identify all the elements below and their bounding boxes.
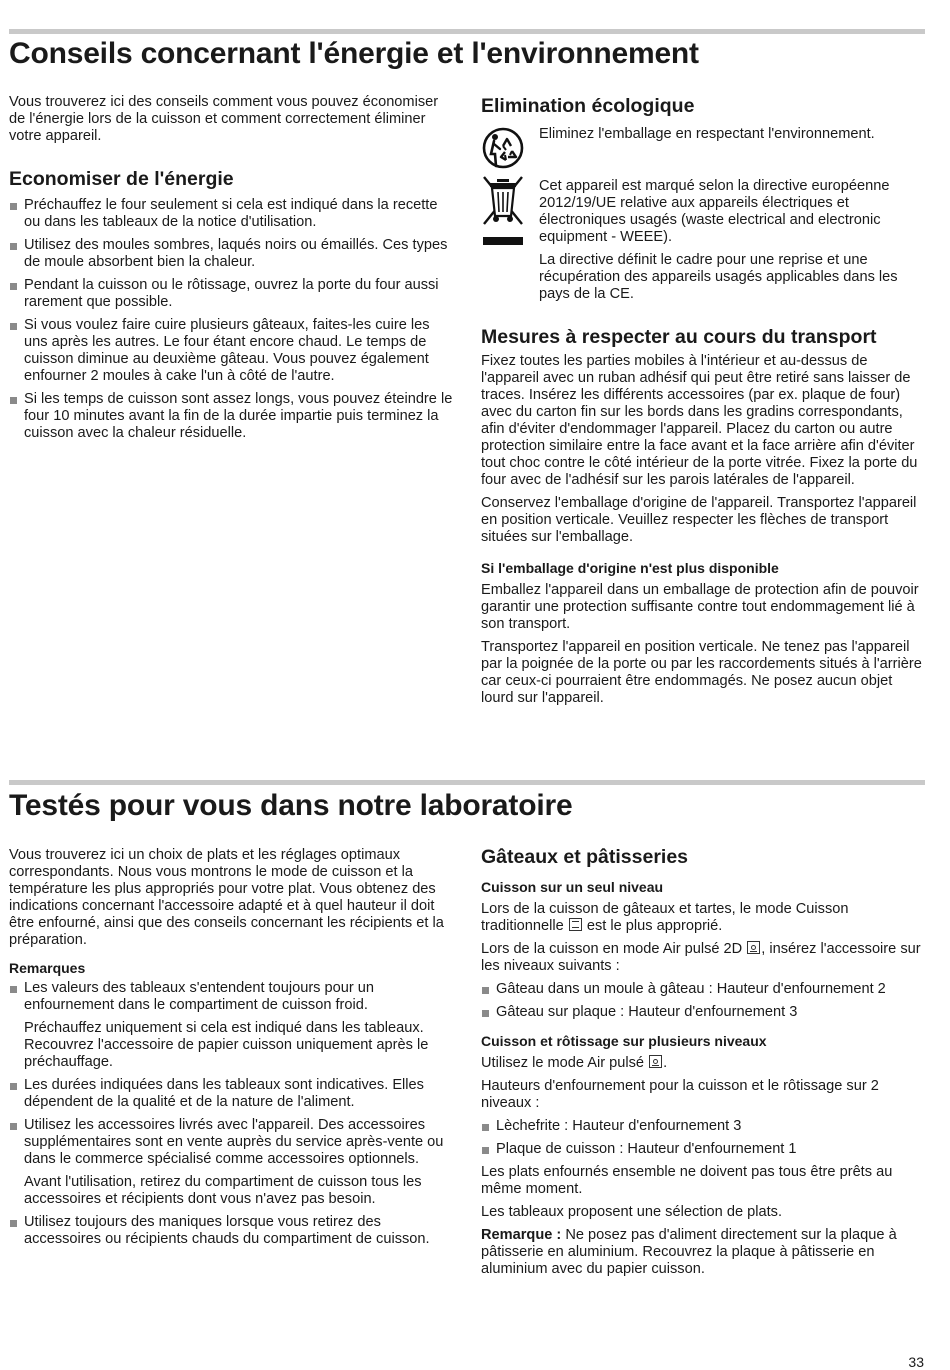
transport-paragraph-4: Transportez l'appareil en position verticale. Ne tenez pas l'appareil par la poignée de la porte ou par les raccordements situés à l'arrière car ceux-ci pourraient être endommagés. Ne posez aucun objet lourd sur l'appareil. bbox=[481, 639, 922, 706]
list-item: Préchauffez le four seulement si cela est indiqué dans la recette ou dans les tableaux de la notice d'utilisation. bbox=[9, 197, 454, 231]
list-item: Lèchefrite : Hauteur d'enfournement 3 bbox=[481, 1118, 923, 1135]
energy-left-column bbox=[9, 94, 454, 448]
note-label: Remarque : bbox=[481, 1227, 562, 1243]
page-number: 33 bbox=[908, 1354, 924, 1370]
multi-level-heading: Cuisson et rôtissage sur plusieurs niveaux bbox=[481, 1033, 767, 1049]
energy-intro: Vous trouverez ici des conseils comment vous pouvez économiser de l'énergie lors de la cuisson et comment correctement éliminer votre appareil. bbox=[9, 94, 439, 144]
cakes-heading: Gâteaux et pâtisseries bbox=[481, 846, 689, 868]
remark-2: Les durées indiquées dans les tableaux sont indicatives. Elles dépendent de la qualité et de la nature de l'aliment. bbox=[24, 1077, 424, 1110]
lab-intro: Vous trouverez ici un choix de plats et les réglages optimaux correspondants. Nous vous montrons le mode de cuisson et la température les plus appropriés pour votre plat. Vous obtenez des indications concernant l'accessoire adapté et à quel hauteur il doit être enfourné, ainsi que des conseils concernant les récipients et la préparation. bbox=[9, 847, 444, 948]
multi-level-paragraph-4: Les tableaux proposent une sélection de plats. bbox=[481, 1204, 783, 1220]
list-item: Si vous voulez faire cuire plusieurs gâteaux, faites-les cuire les uns après les autres. Le four étant encore chaud. Le temps de cuisson diminue au deuxième gâteau. Vous pouvez également enfourner 2 moules à cake l'un à côté de l'autre. bbox=[9, 317, 454, 385]
energy-tips-list bbox=[9, 197, 454, 442]
section-divider bbox=[9, 29, 925, 34]
list-item: Pendant la cuisson ou le rôtissage, ouvrez la porte du four aussi rarement que possible. bbox=[9, 277, 454, 311]
text-part: . bbox=[663, 1055, 668, 1071]
text-part: Utilisez le mode Air pulsé bbox=[481, 1055, 649, 1071]
text-part: , insérez l'accessoire sur les niveaux suivants : bbox=[481, 941, 921, 974]
multi-level-paragraph-1 bbox=[481, 1055, 923, 1072]
packaging-text: Eliminez l'emballage en respectant l'environnement. bbox=[539, 126, 875, 142]
single-level-paragraph-1 bbox=[481, 901, 923, 935]
remarks-list bbox=[9, 980, 454, 1248]
list-item bbox=[9, 980, 454, 1071]
section-title-lab: Testés pour vous dans notre laboratoire bbox=[9, 789, 573, 822]
single-level-list bbox=[481, 981, 923, 1021]
no-packaging-subheading: Si l'emballage d'origine n'est plus disponible bbox=[481, 560, 779, 576]
weee-row bbox=[481, 178, 923, 303]
text-part: Lors de la cuisson en mode Air pulsé 2D bbox=[481, 941, 747, 957]
list-item bbox=[9, 1117, 454, 1208]
list-item bbox=[9, 1214, 454, 1248]
weee-text-1: Cet appareil est marqué selon la directive européenne 2012/19/UE relative aux appareils électriques et électroniques usagés (waste electrical and electronic equipment - WEEE). bbox=[539, 178, 890, 245]
energy-right-column bbox=[481, 94, 923, 713]
packaging-row bbox=[481, 126, 923, 178]
text-part: Lors de la cuisson de gâteaux et tartes, le mode Cuisson traditionnelle bbox=[481, 901, 849, 934]
multi-level-paragraph-2: Hauteurs d'enfournement pour la cuisson et le rôtissage sur 2 niveaux : bbox=[481, 1078, 879, 1111]
list-item: Si les temps de cuisson sont assez longs, vous pouvez éteindre le four 10 minutes avant la fin de la durée impartie puis terminez la cuisson avec la chaleur résiduelle. bbox=[9, 391, 454, 442]
text-part: est le plus approprié. bbox=[582, 918, 723, 934]
hot-air-icon bbox=[649, 1055, 662, 1068]
lab-right-column bbox=[481, 845, 923, 1284]
remarks-heading: Remarques bbox=[9, 960, 86, 976]
remark-1a: Les valeurs des tableaux s'entendent toujours pour un enfournement dans le compartiment de cuisson froid. bbox=[24, 980, 375, 1013]
list-item: Plaque de cuisson : Hauteur d'enfournement 1 bbox=[481, 1141, 923, 1158]
conventional-heat-icon bbox=[569, 918, 582, 931]
list-item bbox=[9, 1077, 454, 1111]
remark-3b: Avant l'utilisation, retirez du compartiment de cuisson tous les accessoires et récipients dont vous n'avez pas besoin. bbox=[24, 1174, 422, 1207]
recycling-icon bbox=[481, 124, 525, 177]
disposal-heading: Elimination écologique bbox=[481, 95, 695, 117]
remark-1b: Préchauffez uniquement si cela est indiqué dans les tableaux. Recouvrez l'accessoire de papier cuisson uniquement après le préchauffage. bbox=[24, 1020, 429, 1070]
list-item: Gâteau dans un moule à gâteau : Hauteur d'enfournement 2 bbox=[481, 981, 923, 998]
single-level-paragraph-2 bbox=[481, 941, 923, 975]
note-paragraph bbox=[481, 1227, 923, 1278]
list-item: Gâteau sur plaque : Hauteur d'enfournement 3 bbox=[481, 1004, 923, 1021]
transport-paragraph-2: Conservez l'emballage d'origine de l'appareil. Transportez l'appareil en position verticale. Veuillez respecter les flèches de transport situées sur l'emballage. bbox=[481, 495, 917, 545]
remark-4: Utilisez toujours des maniques lorsque vous retirez des accessoires ou récipients chauds du compartiment de cuisson. bbox=[24, 1214, 430, 1247]
weee-text-2: La directive définit le cadre pour une reprise et une récupération des appareils usagés applicables dans les pays de la CE. bbox=[539, 252, 898, 302]
single-level-heading: Cuisson sur un seul niveau bbox=[481, 879, 664, 895]
note-text: Ne posez pas d'aliment directement sur la plaque à pâtisserie en aluminium. Recouvrez la plaque à pâtisserie en aluminium avec du papier cuisson. bbox=[481, 1227, 897, 1277]
lab-left-column bbox=[9, 847, 454, 1254]
transport-paragraph-3: Emballez l'appareil dans un emballage de protection afin de pouvoir garantir une protection suffisante contre tout endommagement lié à son transport. bbox=[481, 582, 919, 632]
remark-3a: Utilisez les accessoires livrés avec l'appareil. Des accessoires supplémentaires sont en vente auprès du service après-vente ou dans le commerce spécialisé comme accessoires optionnels. bbox=[24, 1117, 444, 1167]
energy-saving-heading: Economiser de l'énergie bbox=[9, 168, 234, 190]
transport-heading: Mesures à respecter au cours du transport bbox=[481, 326, 877, 348]
section-divider bbox=[9, 780, 925, 785]
multi-level-list bbox=[481, 1118, 923, 1158]
transport-paragraph-1: Fixez toutes les parties mobiles à l'intérieur et au-dessus de l'appareil avec un ruban adhésif qui peut être retiré sans laisser de traces. Insérez les différents accessoires (par ex. plaque de four) avec du carton fin sur les bords dans les gradins correspondants, afin d'éviter d'endommager l'appareil. Placez du carton ou autre protection similaire entre la face avant et la face arrière afin d'éviter tout choc contre le côté intérieur de la porte vitrée. Fixez la porte du four avec de l'adhésif sur les parois latérales de l'appareil. bbox=[481, 353, 918, 488]
hot-air-icon bbox=[747, 941, 760, 954]
multi-level-paragraph-3: Les plats enfournés ensemble ne doivent pas tous être prêts au même moment. bbox=[481, 1164, 893, 1197]
list-item: Utilisez des moules sombres, laqués noirs ou émaillés. Ces types de moule absorbent bien la chaleur. bbox=[9, 237, 454, 271]
crossed-out-bin-icon bbox=[481, 174, 525, 255]
section-title-energy: Conseils concernant l'énergie et l'environnement bbox=[9, 37, 699, 70]
